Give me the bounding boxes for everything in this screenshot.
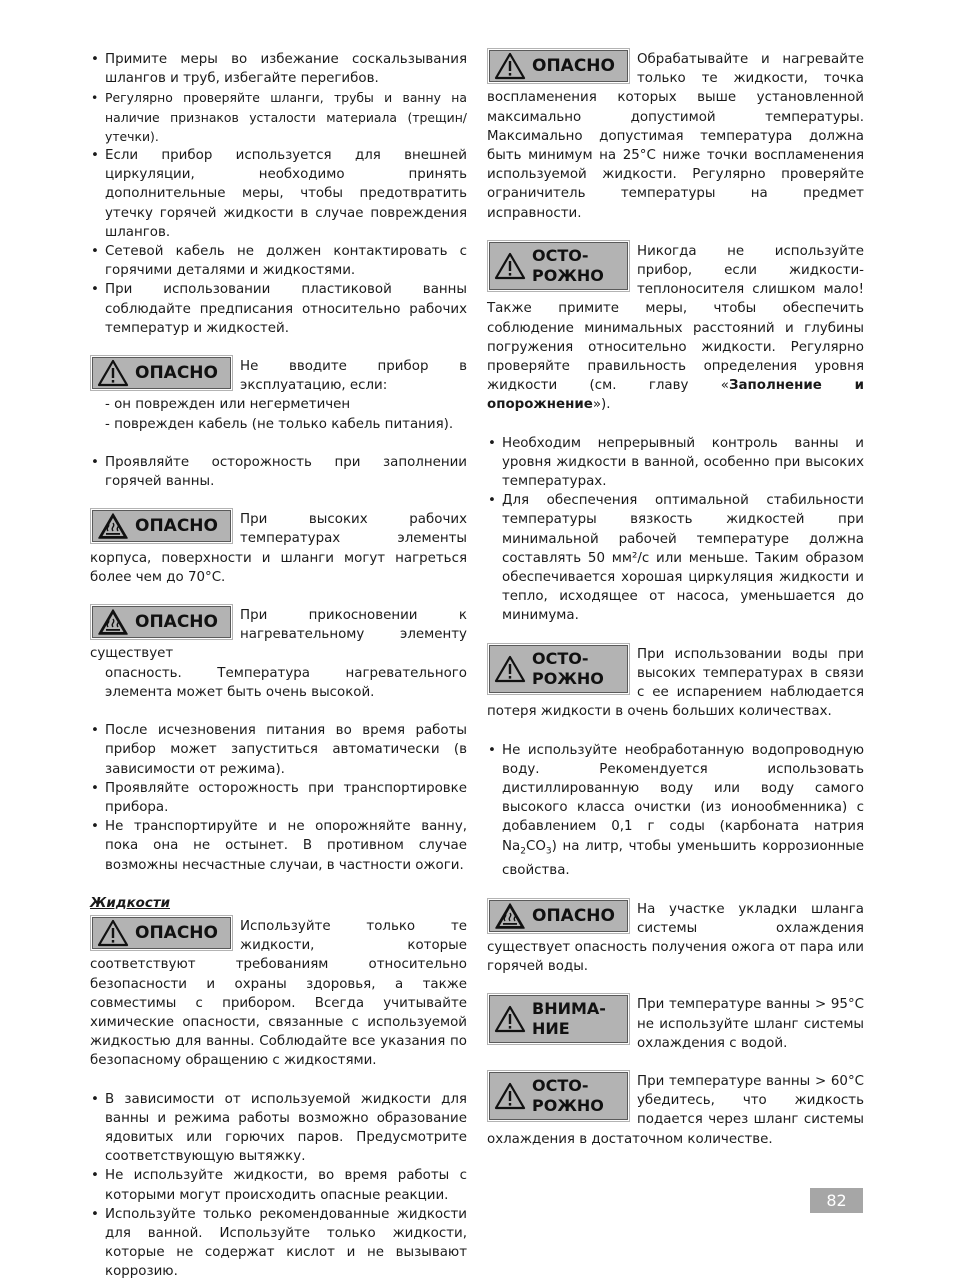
page-number: 82 bbox=[810, 1188, 863, 1213]
list-item: • Проявляйте осторожность при заполнении горячей ванны. bbox=[90, 453, 467, 491]
warning-triangle-icon bbox=[494, 655, 526, 683]
list-item: • Не используйте жидкости, во время работы с которыми могут происходить опасные реакции. bbox=[90, 1166, 467, 1204]
danger-badge bbox=[489, 900, 628, 932]
danger-badge bbox=[489, 50, 628, 82]
warning-block bbox=[487, 900, 864, 977]
warning-text: Обрабатывайте и нагревайте только те жидкости, точка воспламенения которых выше установленной максимально допустимой температуры. Максимально допустимая температура должна быть минимум на 25°C ниже точки воспламенения используемой жидкости. Регулярно проверяйте ограничитель температуры на предмет исправности. bbox=[487, 52, 864, 221]
badge-label: ОПАСНО bbox=[135, 363, 218, 384]
danger-badge bbox=[92, 917, 231, 949]
warning-triangle-icon bbox=[494, 1005, 526, 1033]
warning-text: При температуре ванны > 95°C не используйте шланг системы охлаждения с водой. bbox=[637, 997, 864, 1051]
warning-text: Используйте только те жидкости, которые соответствуют требованиям относительно безопасности и охраны здоровья, а также совместимы с прибором. Всегда учитывайте химические опасности, связанные с используемой жидкостью для ванны. Соблюдайте все указания по безопасному обращению с жидкостями. bbox=[90, 918, 467, 1069]
caution-badge bbox=[489, 645, 628, 693]
warning-block bbox=[90, 917, 467, 1071]
warning-block bbox=[487, 645, 864, 722]
list-item: • Регулярно проверяйте шланги, трубы и ванну на наличие признаков усталости материала (трещин/утечки). bbox=[90, 88, 467, 146]
warning-text-part: Никогда не используйте прибор, если жидкости-теплоносителя слишком мало! Также примите меры, чтобы обеспечить соблюдение минимальных расстояний и глубины погружения относительно жидкости. Регулярно проверяйте правильность определения уровня жидкости (см. главу « bbox=[487, 243, 864, 394]
badge-label: ОПАСНО bbox=[135, 516, 218, 537]
section-heading: Жидкости bbox=[90, 895, 170, 911]
list-item: • Для обеспечения оптимальной стабильности температуры вязкость жидкостей при минимальной рабочей температуре должна составлять 50 мм²/с или меньше. Таким образом обеспечивается хорошая циркуляция жидкости и тепло, исходящее от насоса, уменьшается до минимума. bbox=[487, 491, 864, 625]
warning-triangle-icon bbox=[494, 52, 526, 80]
right-column bbox=[487, 50, 864, 1149]
warning-block bbox=[90, 510, 467, 587]
list-text-part: Не используйте необработанную водопроводную воду. Рекомендуется использовать дистиллированную воду или воду самого высокого класса очистки (из ионообменника) с добавлением 0,1 г соды (карбоната натрия Na bbox=[502, 742, 864, 854]
warning-block bbox=[487, 995, 864, 1053]
warning-block bbox=[487, 1072, 864, 1149]
list-item: • При использовании пластиковой ванны соблюдайте предписания относительно рабочих температур и жидкостей. bbox=[90, 280, 467, 338]
list-item: • Не транспортируйте и не опорожняйте ванну, пока она не остынет. В противном случае возможны несчастные случаи, в частности ожоги. bbox=[90, 817, 467, 875]
chapter-reference: Заполнение и опорожнение bbox=[487, 378, 865, 413]
list-item: • В зависимости от используемой жидкости для ванны и режима работы возможно образование ядовитых или горючих паров. Предусмотрите соответствующую вытяжку. bbox=[90, 1090, 467, 1167]
badge-label: ОСТО- РОЖНО bbox=[532, 648, 604, 688]
subscript: 3 bbox=[545, 846, 552, 857]
list-text-part: ) на литр, чтобы уменьшить коррозионные свойства. bbox=[502, 838, 864, 879]
warning-text-part: »). bbox=[592, 397, 611, 413]
list-item: • Примите меры во избежание соскальзывания шлангов и труб, избегайте перегибов. bbox=[90, 50, 467, 88]
list-item: • Используйте только рекомендованные жидкости для ванной. Используйте только жидкости, которые не содержат кислот и не вызывают коррозию. bbox=[90, 1205, 467, 1282]
warning-text: При температуре ванны > 60°C убедитесь, что жидкость подается через шланг системы охлаждения в достаточном количестве. bbox=[487, 1074, 864, 1147]
warning-block bbox=[487, 50, 864, 223]
badge-label: ОСТО- РОЖНО bbox=[532, 245, 604, 285]
warning-triangle-icon bbox=[97, 359, 129, 387]
warning-block bbox=[90, 606, 467, 702]
list-item: • Сетевой кабель не должен контактировать с горячими деталями и жидкостями. bbox=[90, 242, 467, 280]
warning-text: При прикосновении к нагревательному элементу существует bbox=[90, 608, 467, 662]
caution-badge bbox=[489, 242, 628, 290]
list-item: • После исчезновения питания во время работы прибор может запуститься автоматически (в зависимости от режима). bbox=[90, 721, 467, 779]
warning-text: При высоких рабочих температурах элементы корпуса, поверхности и шланги могут нагреться более чем до 70°C. bbox=[90, 512, 467, 585]
subscript: 2 bbox=[520, 846, 526, 857]
caution-badge bbox=[489, 1072, 628, 1120]
warning-block bbox=[487, 242, 864, 415]
warning-text: При использовании воды при высоких температурах в связи с ее испарением наблюдается потеря жидкости в очень больших количествах. bbox=[487, 646, 864, 720]
hot-surface-icon bbox=[97, 608, 129, 636]
list-item bbox=[487, 741, 864, 881]
badge-label: ОПАСНО bbox=[532, 56, 615, 76]
attention-badge bbox=[489, 995, 628, 1043]
danger-badge bbox=[92, 606, 231, 638]
warning-text: Не вводите прибор в эксплуатацию, если: bbox=[240, 359, 467, 394]
list-item: • Проявляйте осторожность при транспортировке прибора. bbox=[90, 779, 467, 817]
list-item: - он поврежден или негерметичен bbox=[105, 397, 351, 413]
hot-surface-icon bbox=[494, 902, 526, 930]
badge-label: ОПАСНО bbox=[532, 905, 615, 926]
list-item: • Если прибор используется для внешней циркуляции, необходимо принять дополнительные меры, чтобы предотвратить утечку горячей жидкости в случае повреждения шлангов. bbox=[90, 146, 467, 242]
list-item: • Необходим непрерывный контроль ванны и уровня жидкости в ванной, особенно при высоких температурах. bbox=[487, 434, 864, 492]
badge-label: ВНИМА- НИЕ bbox=[532, 999, 606, 1039]
list-text-part: CO bbox=[525, 838, 546, 854]
warning-text: На участке укладки шланга системы охлаждения существует опасность получения ожога от пара или горячей воды. bbox=[487, 901, 864, 975]
warning-text: опасность. Температура нагревательного элемента может быть очень высокой. bbox=[105, 665, 467, 700]
left-column bbox=[90, 50, 467, 1282]
warning-triangle-icon bbox=[494, 252, 526, 280]
list-item: - поврежден кабель (не только кабель питания). bbox=[105, 416, 454, 432]
warning-triangle-icon bbox=[494, 1082, 526, 1110]
danger-badge bbox=[92, 510, 231, 542]
danger-badge bbox=[92, 357, 231, 389]
badge-label: ОСТО- РОЖНО bbox=[532, 1076, 604, 1116]
warning-block bbox=[90, 357, 467, 434]
hot-surface-icon bbox=[97, 512, 129, 540]
warning-triangle-icon bbox=[97, 919, 129, 947]
badge-label: ОПАСНО bbox=[135, 612, 218, 633]
badge-label: ОПАСНО bbox=[135, 922, 218, 943]
